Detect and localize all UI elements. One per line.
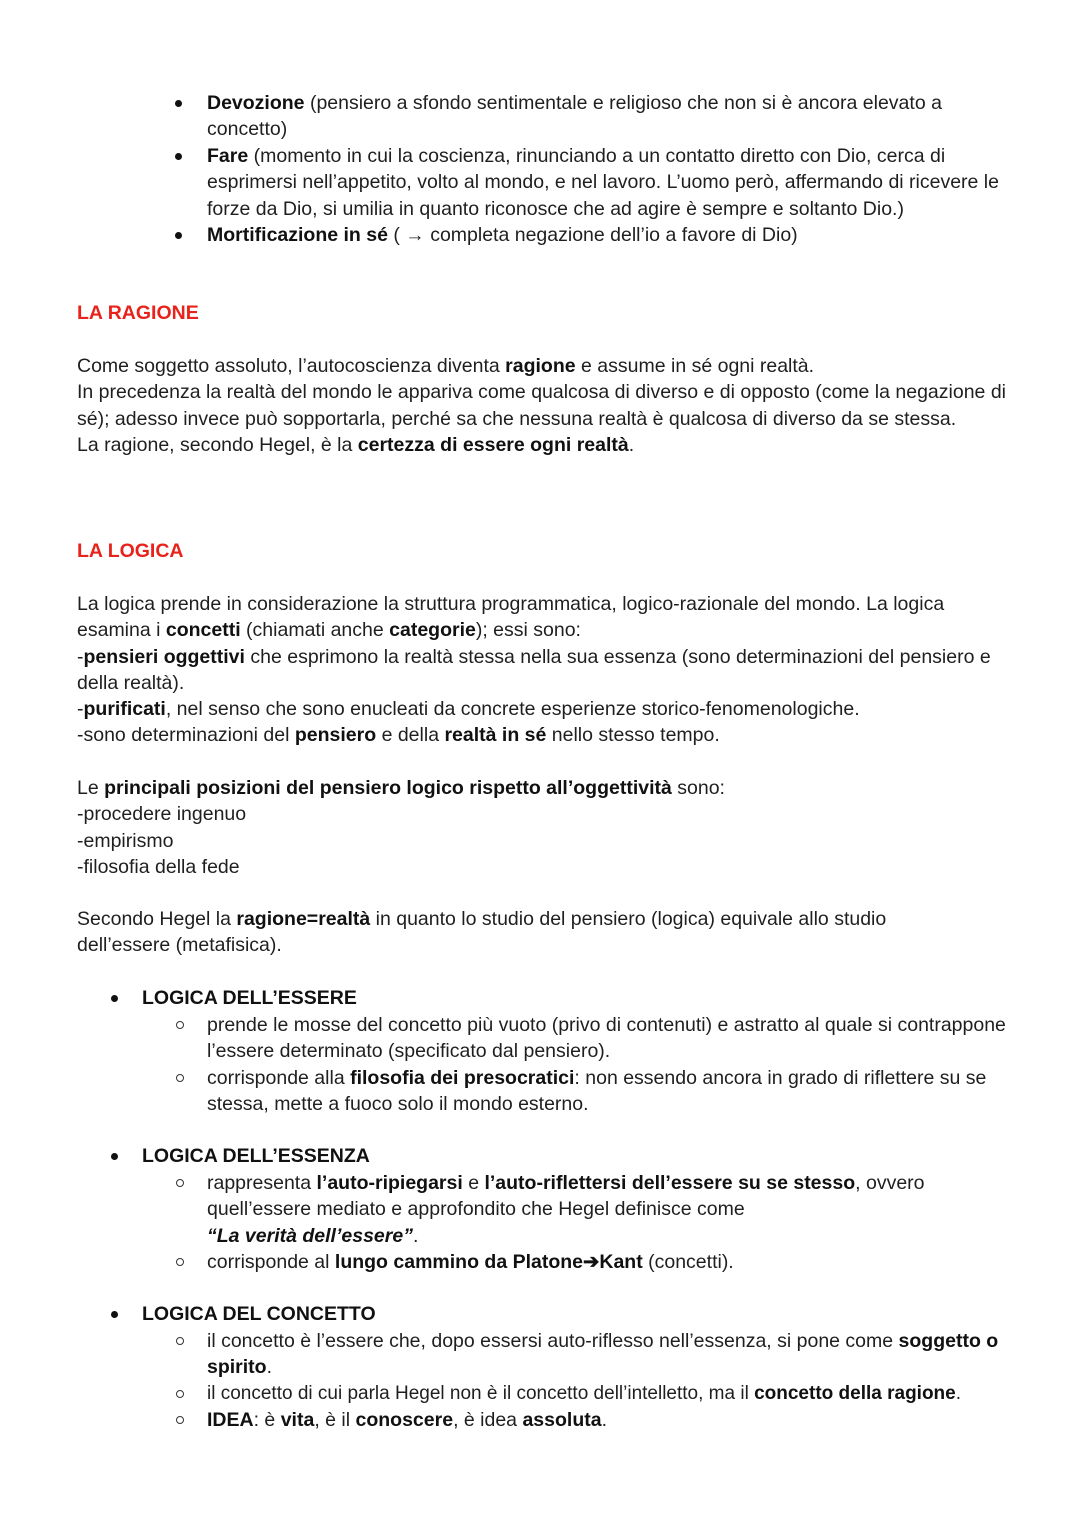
bullet-dot: [175, 232, 182, 239]
list-item-devozione: Devozione (pensiero a sfondo sentimentale e religioso che non si è ancora elevato a concetto): [207, 92, 942, 141]
ragione-paragraph: Come soggetto assoluto, l’autocoscienza diventa ragione e assume in sé ogni realtà. In precedenza la realtà del mondo le appariva come qualcosa di diverso e di opposto (come la negazione di sé); adesso invece può sopportarla, perché sa che nessuna realtà è qualcosa di diverso da se stessa. La ragione, secondo Hegel, è la certezza di essere ogni realtà.: [77, 355, 1006, 456]
bullet-circle: [176, 1416, 184, 1424]
bullet-circle: [176, 1074, 184, 1082]
essere-point-2: corrisponde alla filosofia dei presocratici: non essendo ancora in grado di riflettere su se stessa, mette a fuoco solo il mondo esterno.: [207, 1067, 987, 1116]
bullet-dot: [111, 1153, 118, 1160]
list-item: -empirismo: [77, 829, 174, 852]
logica-paragraph: La logica prende in considerazione la struttura programmatica, logico-razionale del mondo. La logica esamina i concetti (chiamati anche categorie); essi sono: -pensieri oggettivi che esprimono la realtà stessa nella sua essenza (sono determinazioni del pensiero e della realtà). -purificati, nel senso che sono enucleati da concrete esperienze storico-fenomenologiche. -sono determinazioni del pensiero e della realtà in sé nello stesso tempo.: [77, 593, 991, 747]
posizioni-paragraph: Le principali posizioni del pensiero logico rispetto all’oggettività sono: -procedere ingenuo -empirismo -filosofia della fede: [77, 775, 1012, 880]
logica-essere-title: LOGICA DELL’ESSERE: [142, 987, 357, 1009]
essenza-point-2: corrisponde al lungo cammino da Platone➔Kant (concetti).: [207, 1251, 734, 1273]
concetto-point-3: IDEA: è vita, è il conoscere, è idea assoluta.: [207, 1409, 607, 1431]
list-item: -procedere ingenuo: [77, 803, 247, 826]
essere-point-1: prende le mosse del concetto più vuoto (privo di contenuti) e astratto al quale si contrappone l’essere determinato (specificato dal pensiero).: [207, 1014, 1006, 1063]
bullet-circle: [176, 1179, 184, 1187]
bullet-circle: [176, 1337, 184, 1345]
bullet-dot: [111, 995, 118, 1002]
concetto-point-1: il concetto è l’essere che, dopo essersi auto-riflesso nell’essenza, si pone come soggetto o spirito.: [207, 1330, 999, 1379]
essenza-point-1: rappresenta l’auto-ripiegarsi e l’auto-riflettersi dell’essere su se stesso, ovvero quell’essere mediato e approfondito che Hegel definisce come “La verità dell’essere”.: [207, 1172, 925, 1247]
logica-concetto-title: LOGICA DEL CONCETTO: [142, 1303, 376, 1325]
bullet-dot: [175, 153, 182, 160]
hegel-paragraph: Secondo Hegel la ragione=realtà in quanto lo studio del pensiero (logica) equivale allo studio dell’essere (metafisica).: [77, 908, 887, 957]
logica-essenza-title: LOGICA DELL’ESSENZA: [142, 1145, 370, 1167]
bullet-dot: [111, 1311, 118, 1318]
bullet-circle: [176, 1021, 184, 1029]
list-item-fare: Fare (momento in cui la coscienza, rinunciando a un contatto diretto con Dio, cerca di esprimersi nell’appetito, volto al mondo, e nel lavoro. L’uomo però, affermando di ricevere le forze da Dio, si umilia in quanto riconosce che ad agire è sempre e soltanto Dio.): [207, 145, 999, 220]
section-heading-ragione: LA RAGIONE: [77, 302, 199, 324]
section-heading-logica: LA LOGICA: [77, 540, 184, 562]
bullet-dot: [175, 100, 182, 107]
list-item-mortificazione: Mortificazione in sé ( → completa negazione dell’io a favore di Dio): [207, 224, 798, 246]
bullet-circle: [176, 1390, 184, 1398]
list-item: -filosofia della fede: [77, 855, 240, 878]
concetto-point-2: il concetto di cui parla Hegel non è il concetto dell’intelletto, ma il concetto della ragione.: [207, 1383, 962, 1404]
bullet-circle: [176, 1258, 184, 1266]
